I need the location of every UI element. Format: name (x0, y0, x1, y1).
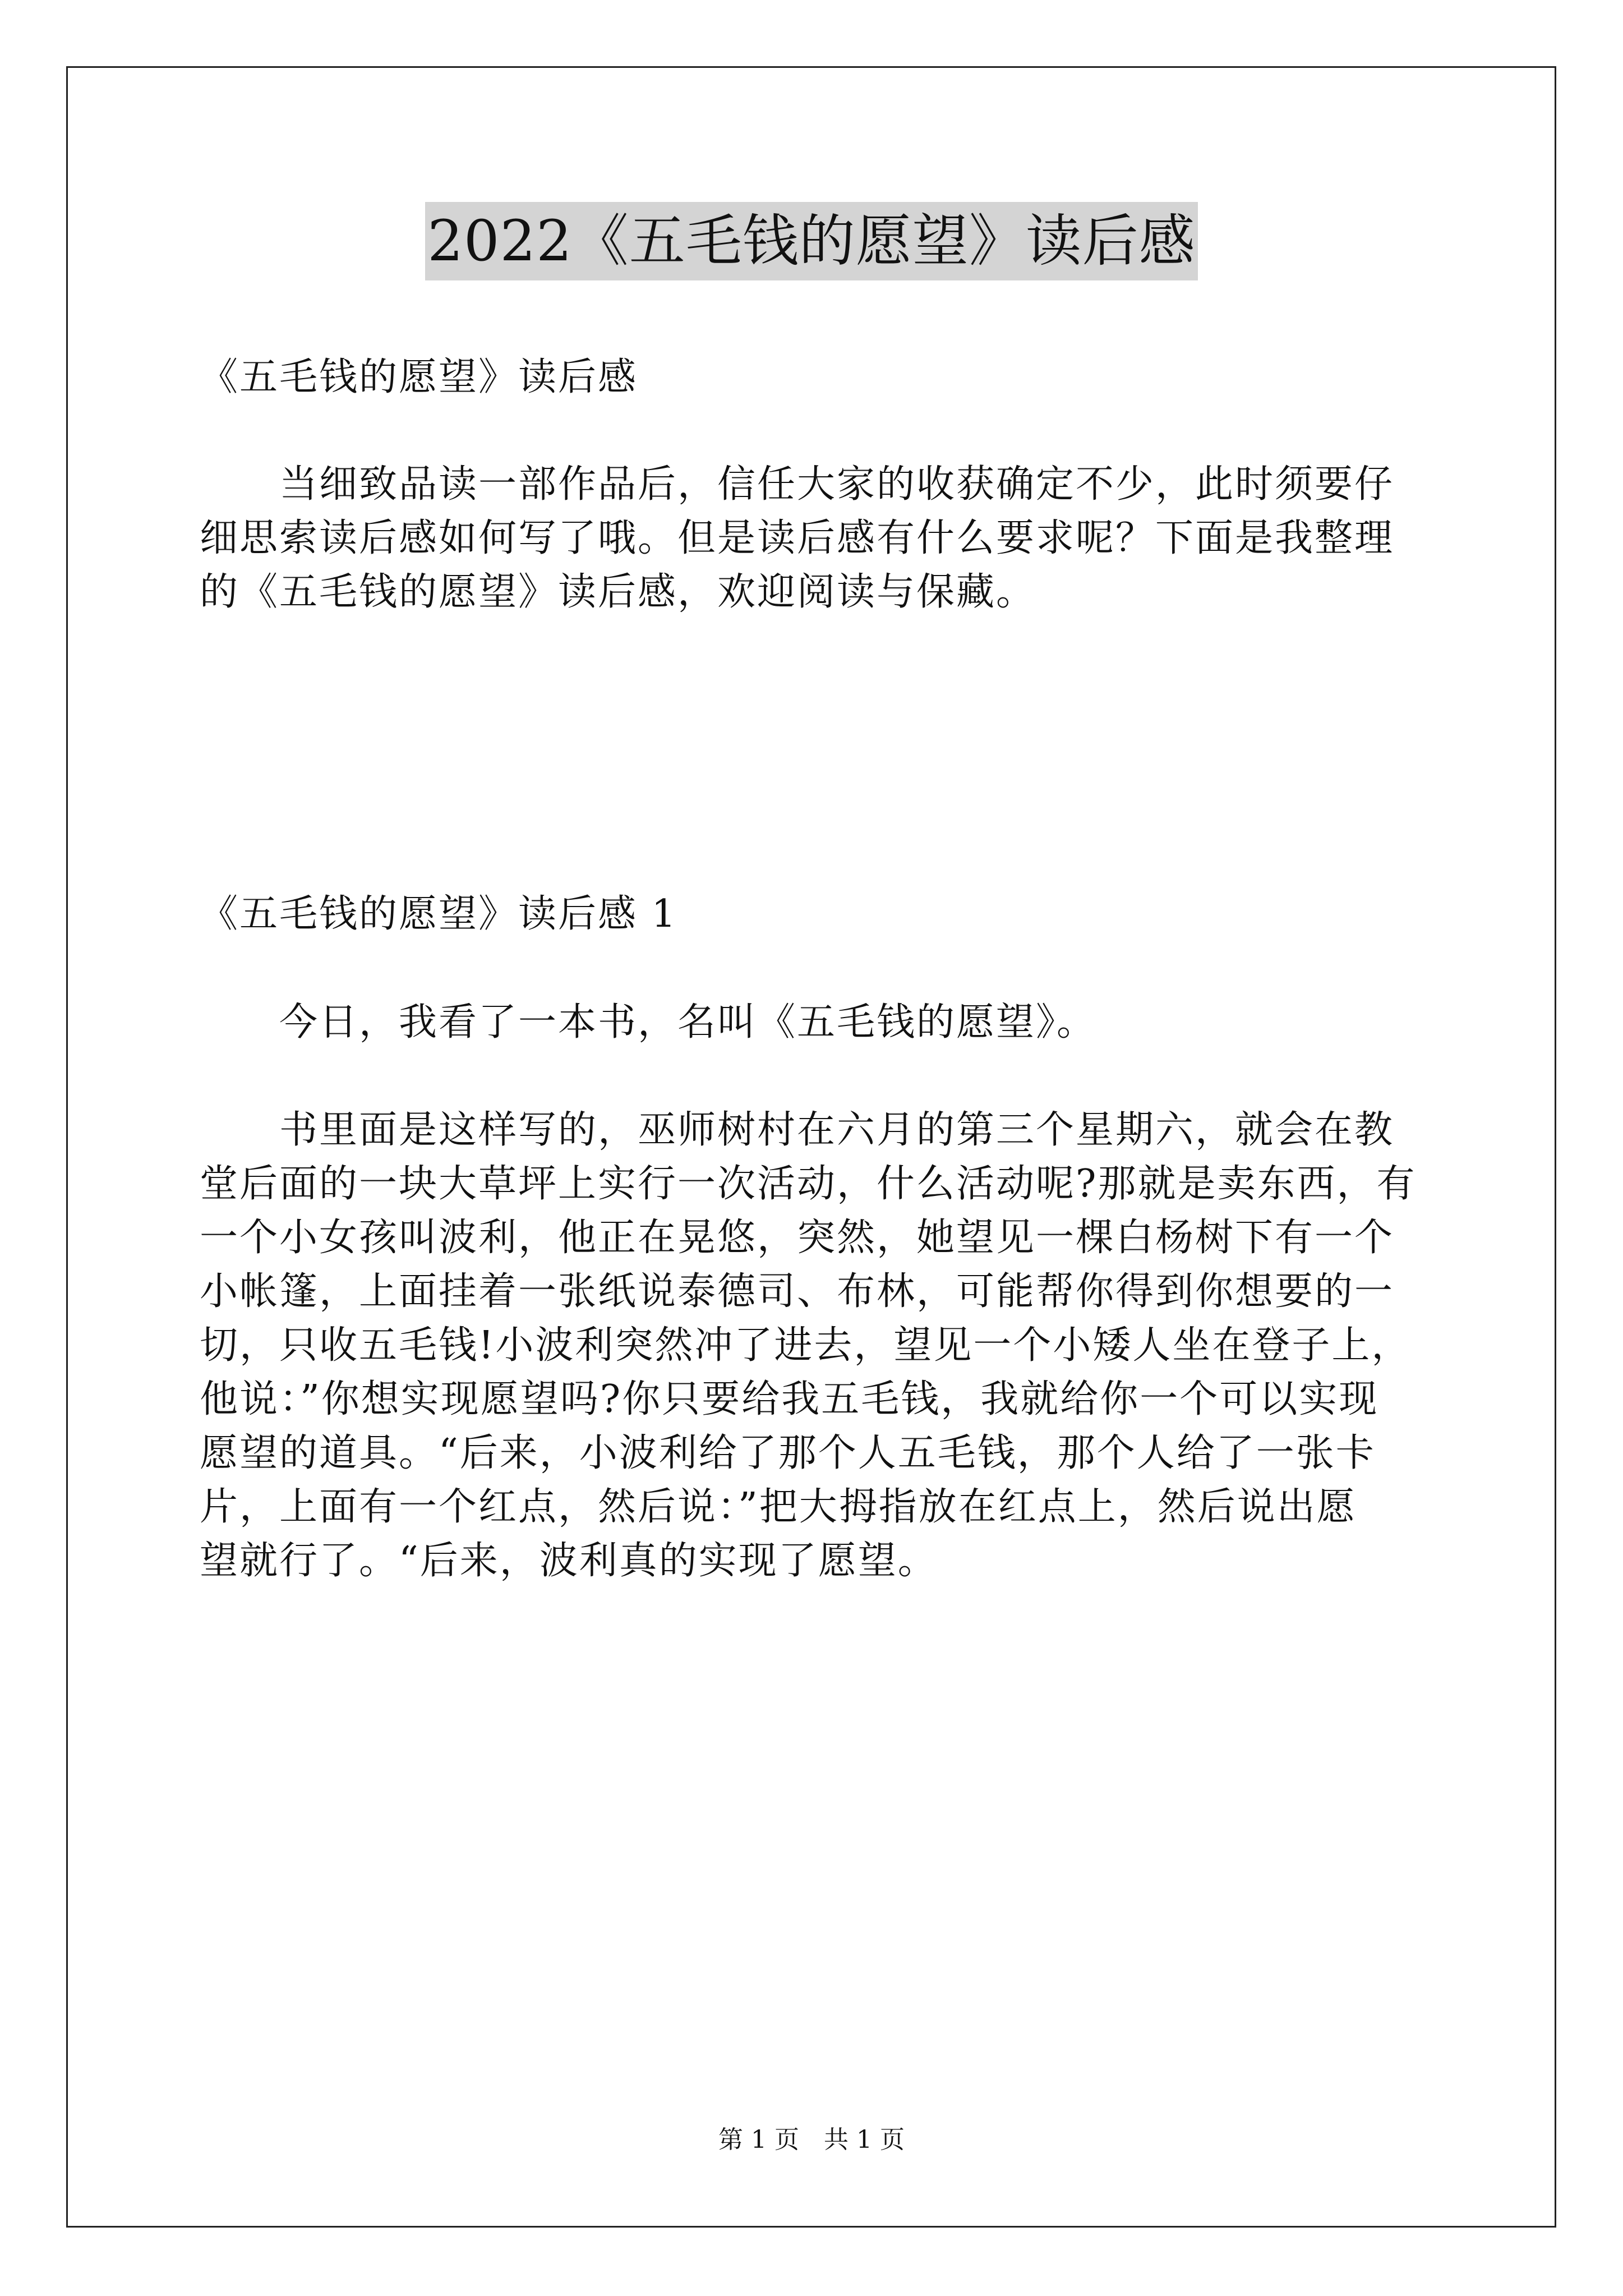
para-2-line-2: 堂后面的一块大草坪上实行一次活动，什么活动呢?那就是卖东西，有 (200, 1162, 1417, 1206)
para-2-line-7: 愿望的道具。“后来，小波利给了那个人五毛钱，那个人给了一张卡 (200, 1431, 1376, 1475)
para-2-line-8: 片，上面有一个红点，然后说：”把大拇指放在红点上，然后说出愿 (200, 1485, 1357, 1529)
para-2-line-5: 切，只收五毛钱!小波利突然冲了进去，望见一个小矮人坐在登子上， (200, 1323, 1412, 1368)
heading-1: 《五毛钱的愿望》读后感 (200, 355, 638, 399)
para-2-line-1: 书里面是这样写的，巫师树村在六月的第三个星期六，就会在教 (200, 1108, 1395, 1152)
heading-2-block (200, 887, 1433, 941)
intro-line-1: 当细致品读一部作品后，信任大家的收获确定不少，此时须要仔 (200, 462, 1395, 507)
title-container (0, 202, 1623, 280)
intro-paragraph (200, 458, 1433, 619)
paragraph-1 (200, 996, 1433, 1050)
heading-1-block (200, 351, 1433, 404)
heading-2: 《五毛钱的愿望》读后感 1 (200, 892, 677, 936)
page-footer (0, 2123, 1623, 2157)
paragraph-2 (200, 1103, 1433, 1588)
para-1-line: 今日，我看了一本书，名叫《五毛钱的愿望》。 (200, 1000, 1097, 1045)
para-2-line-6: 他说：”你想实现愿望吗?你只要给我五毛钱，我就给你一个可以实现 (200, 1377, 1379, 1421)
document-title: 2022《五毛钱的愿望》读后感 (425, 202, 1198, 280)
page-number: 第 1 页 共 1 页 (718, 2125, 905, 2154)
para-2-line-4: 小帐篷，上面挂着一张纸说泰德司、布林，可能帮你得到你想要的一 (200, 1269, 1395, 1314)
intro-line-2: 细思索读后感如何写了哦。但是读后感有什么要求呢？下面是我整理 (200, 516, 1395, 560)
para-2-line-3: 一个小女孩叫波利，他正在晃悠，突然，她望见一棵白杨树下有一个 (200, 1216, 1395, 1260)
para-2-line-9: 望就行了。“后来，波利真的实现了愿望。 (200, 1539, 938, 1583)
intro-line-3: 的《五毛钱的愿望》读后感，欢迎阅读与保藏。 (200, 570, 1036, 614)
